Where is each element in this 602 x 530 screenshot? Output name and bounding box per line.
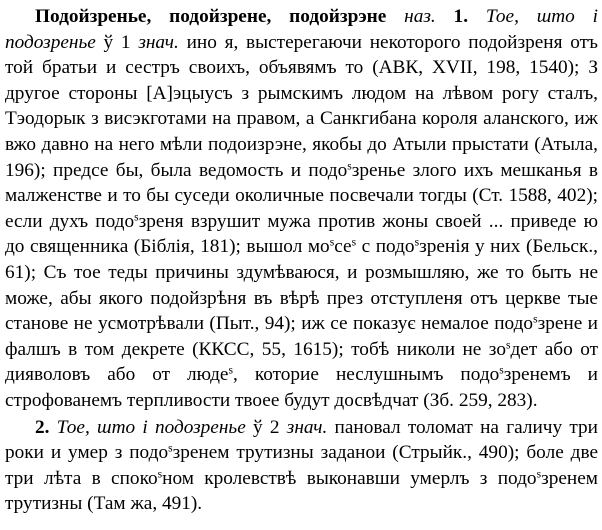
superscript-mark: s	[228, 363, 233, 377]
superscript-mark: s	[351, 235, 357, 249]
superscript-mark: s	[505, 338, 511, 352]
superscript-mark: s	[414, 235, 420, 249]
superscript-mark: s	[168, 441, 173, 455]
superscript-mark: s	[499, 363, 504, 377]
sense-number: 1.	[453, 6, 469, 27]
superscript-mark: s	[157, 467, 163, 481]
sense-reference-label: знач.	[286, 416, 328, 438]
headword: Подойзренье, подойзрене, подойзрэне	[35, 6, 387, 27]
sense-body-text: пановал толомат на галичу три роки и умер з подо$^s$зренем трутизны заданои (Стрыйк., 490); боле две три лѣта в споко$^s$ном кролевствѣ выконавши умерлъ з подо$^s$зренем трутизны (Там жа, 491).	[5, 416, 598, 515]
sense-reference: ў 2	[253, 416, 280, 438]
sense-gloss: Тое, што і подозренье	[56, 416, 246, 438]
superscript-mark: s	[533, 312, 538, 326]
superscript-mark: s	[347, 159, 352, 173]
sense-2-paragraph	[5, 415, 598, 517]
sense-gloss: Тое, што і подозренье	[5, 6, 599, 53]
sense-number: 2.	[35, 416, 50, 438]
grammar-label: наз.	[404, 6, 436, 27]
superscript-mark: s	[536, 467, 542, 481]
sense-reference: ў 1	[103, 31, 131, 53]
sense-reference-label: знач.	[138, 31, 179, 53]
superscript-mark: s	[134, 210, 139, 224]
superscript-mark: s	[329, 235, 335, 249]
sense-body-text: ино я, выстерегаючи некоторого подойзреня отъ той братьи и сестръ своихъ, объявямъ то (АВК, XVII, 198, 1540); З другое стороны [А]эцыусъ з рымскимъ людом на лѣвом рогу сталъ, Тэодорык з висэкготами на правом, а Санкгибана короля аланского, иж вжо давно на него мѣли подоизрэне, якобы до Атыли прыстати (Атыла, 196); предсе бы, была ведомость и подо$^s$зренье злого ихъ мешканья в малженстве и то бы суседи околичные посвечали тогды (Ст. 1588, 402); если духъ подо$^s$зреня взрушит мужа против жоны своей ... приведе ю до священника (Біблія, 181); вышол $мо^sсе^s$ с подо$^s$зренія у них (Бельск., 61); Съ тое теды причины здумѣваюся, и розмышляю, же то быть не може, абы якого подойзрѣня въ вѣрѣ през отступленя отъ церкве тые станове не усмотрѣвали (Пыт., 94); иж се показує немалое подо$^s$зрене и фалшъ в том декрете (ККСС, 55, 1615); тобѣ николи не $зо^sдет$ або от дияволовъ або от люде$^s$, которие неслушнымъ подо$^s$зренемъ и строфованемъ терпливости твоее будут досвѣдчат (Зб. 259, 283).	[5, 31, 599, 411]
sense-1-paragraph	[5, 4, 598, 414]
